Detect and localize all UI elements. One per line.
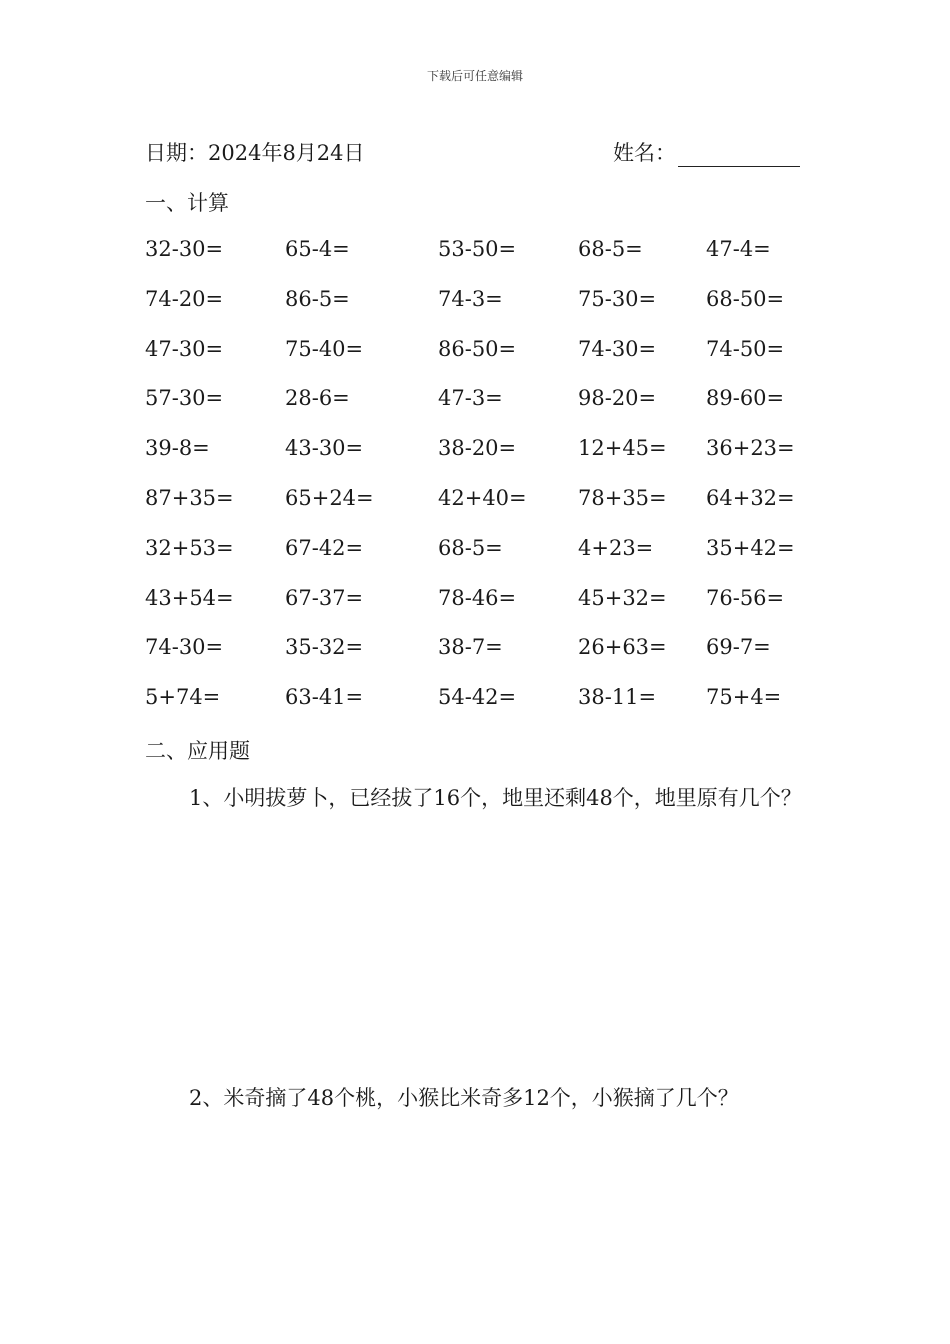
calc-item: 45+32=	[578, 585, 667, 610]
calc-item: 76-56=	[706, 585, 785, 610]
calc-item: 65+24=	[285, 486, 374, 510]
header-note: 下载后可任意编辑	[426, 69, 523, 83]
date-label: 日期：2024年8月24日	[145, 141, 365, 165]
calc-item: 54-42=	[438, 685, 517, 710]
calc-item: 68-50=	[706, 286, 785, 311]
calc-item: 38-11=	[578, 685, 657, 710]
calc-item: 42+40=	[438, 486, 527, 510]
calc-item: 89-60=	[706, 386, 785, 411]
calc-item: 47-30=	[145, 336, 224, 361]
section-calculation-title: 一、计算	[145, 191, 229, 215]
calc-item: 47-4=	[706, 237, 771, 261]
calc-item: 75-40=	[285, 336, 364, 361]
calc-item: 69-7=	[706, 635, 771, 660]
calc-item: 35+42=	[706, 535, 795, 560]
calc-item: 68-5=	[578, 237, 643, 261]
calc-item: 4+23=	[578, 535, 654, 560]
word-problem-1: 1、小明拔萝卜，已经拔了16个，地里还剩48个，地里原有几个？	[189, 786, 802, 810]
calc-item: 28-6=	[285, 386, 350, 411]
calc-item: 78-46=	[438, 585, 517, 610]
calc-item: 43+54=	[145, 585, 234, 610]
word-problem-2: 2、米奇摘了48个桃，小猴比米奇多12个，小猴摘了几个？	[189, 1086, 739, 1110]
name-label: 姓名：	[613, 141, 676, 165]
calc-item: 75+4=	[706, 685, 782, 710]
calc-item: 43-30=	[285, 436, 364, 461]
calc-item: 67-37=	[285, 585, 364, 610]
calc-item: 63-41=	[285, 685, 364, 710]
calc-item: 38-7=	[438, 635, 503, 660]
calc-item: 86-5=	[285, 286, 350, 311]
name-field[interactable]	[613, 137, 800, 167]
calc-item: 57-30=	[145, 386, 224, 411]
calc-item: 26+63=	[578, 635, 667, 660]
calc-item: 35-32=	[285, 635, 364, 660]
calc-item: 64+32=	[706, 486, 795, 510]
calc-item: 32-30=	[145, 237, 224, 261]
calc-item: 68-5=	[438, 535, 503, 560]
calc-item: 67-42=	[285, 535, 364, 560]
calc-item: 5+74=	[145, 685, 221, 710]
calc-item: 38-20=	[438, 436, 517, 461]
calc-item: 36+23=	[706, 436, 795, 461]
calc-item: 86-50=	[438, 336, 517, 361]
calc-item: 98-20=	[578, 386, 657, 411]
calc-item: 75-30=	[578, 286, 657, 311]
calc-item: 47-3=	[438, 386, 503, 411]
name-blank-line[interactable]	[678, 144, 800, 167]
calc-item: 87+35=	[145, 486, 234, 510]
calc-item: 74-50=	[706, 336, 785, 361]
calc-item: 12+45=	[578, 436, 667, 461]
calc-item: 74-3=	[438, 286, 503, 311]
section-application-title: 二、应用题	[145, 739, 250, 763]
calc-item: 65-4=	[285, 237, 350, 261]
calc-item: 74-30=	[578, 336, 657, 361]
calc-item: 32+53=	[145, 535, 234, 560]
calc-item: 74-20=	[145, 286, 224, 311]
calc-item: 39-8=	[145, 436, 210, 461]
calc-item: 78+35=	[578, 486, 667, 510]
calc-item: 53-50=	[438, 237, 517, 261]
calc-item: 74-30=	[145, 635, 224, 660]
